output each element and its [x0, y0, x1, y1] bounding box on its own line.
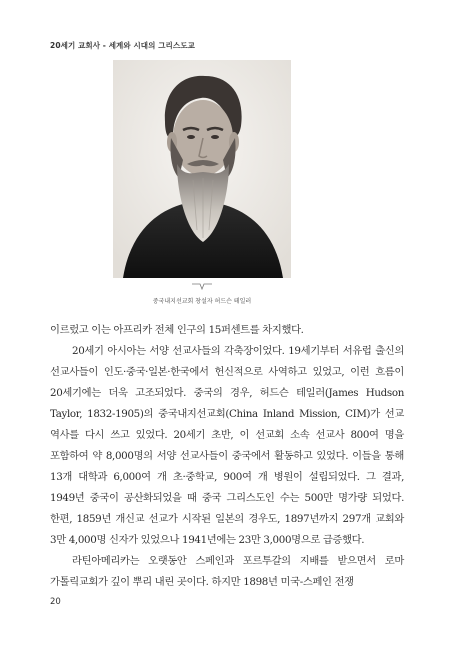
caption-pointer-icon: [192, 283, 212, 291]
paragraph-1: 이르렀고 이는 아프리카 전체 인구의 15퍼센트를 차지했다.: [50, 324, 304, 336]
running-header: 20세기 교회사 - 세계와 시대의 그리스도교: [50, 41, 195, 50]
body-text: [50, 320, 404, 593]
figure-caption: 중국내지선교회 창설자 허드슨 테일러: [152, 298, 252, 305]
page-number: 20: [50, 597, 61, 607]
paragraph-3: 라틴아메리카는 오랫동안 스페인과 포르투갈의 지배를 받으면서 로마 가톨릭교회가 깊이 뿌리 내린 곳이다. 하지만 1898년 미국-스페인 전쟁: [50, 555, 404, 588]
paragraph-2: 20세기 아시아는 서양 선교사들의 각축장이었다. 19세기부터 서유럽 출신의 선교사들이 인도·중국·일본·한국에서 헌신적으로 사역하고 있었고, 이런 흐름이 20세기에는 더욱 고조되었다. 중국의 경우, 허드슨 테일러(James Hudson Taylor, 1832-1905)의 중국내지선교회(China Inland Mission, CIM)가 선교 역사를 다시 쓰고 있었다. 20세기 초반, 이 선교회 소속 선교사 800여 명을 포함하여 약 8,000명의 서양 선교사들이 중국에서 활동하고 있었다. 이들을 통해 13개 대학과 6,000여 개 초·중학교, 900여 개 병원이 설립되었다. 그 결과, 1949년 중국이 공산화되었을 때 중국 그리스도인 수는 500만 명가량 되었다. 한편, 1859년 개신교 선교가 시작된 일본의 경우도, 1897년까지 297개 교회와 3만 4,000명 신자가 있었으나 1941년에는 23만 3,000명으로 급증했다.: [50, 345, 404, 546]
portrait-photo: [113, 60, 291, 278]
